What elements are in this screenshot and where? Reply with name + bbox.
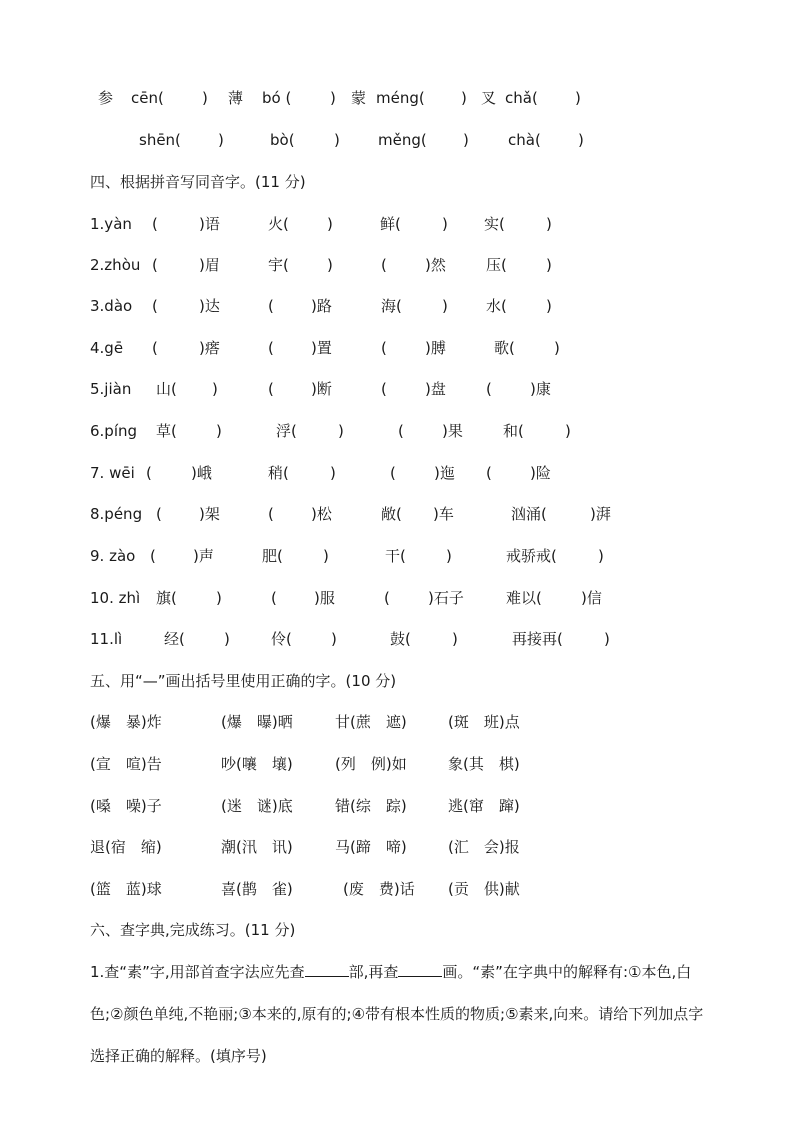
row-cell: )湃 xyxy=(590,505,611,523)
row-cell: )险 xyxy=(530,464,551,482)
choice-item: 马(蹄 啼) xyxy=(335,838,407,856)
row-cell: 干( xyxy=(385,547,406,565)
row-cell: ( xyxy=(152,339,158,357)
paren-cell: ) xyxy=(334,131,340,149)
row-cell: ) xyxy=(565,422,571,440)
row-pinyin: 8.péng xyxy=(90,505,143,523)
row-cell: ( xyxy=(381,256,387,274)
row-cell: )果 xyxy=(442,422,463,440)
row-cell: 敞( xyxy=(381,505,402,523)
row-cell: ) xyxy=(224,630,230,648)
row-cell: ( xyxy=(381,339,387,357)
row-pinyin: 10. zhì xyxy=(90,589,141,607)
answer-blank[interactable] xyxy=(305,962,349,977)
choice-item: (篮 蓝)球 xyxy=(90,880,162,898)
row-cell: )瘩 xyxy=(199,339,220,357)
row-cell: 歌( xyxy=(494,339,515,357)
row-cell: )松 xyxy=(311,505,332,523)
row-cell: 压( xyxy=(486,256,507,274)
row-cell: 浮( xyxy=(276,422,297,440)
pinyin-cell: shēn( xyxy=(139,131,181,149)
row-cell: ) xyxy=(216,422,222,440)
choice-item: 逃(窜 蹿) xyxy=(448,797,520,815)
choice-item: (宣 喧)告 xyxy=(90,755,162,773)
row-cell: ) xyxy=(216,589,222,607)
row-cell: 草( xyxy=(156,422,177,440)
row-cell: ) xyxy=(338,422,344,440)
row-cell: )路 xyxy=(311,297,332,315)
row-cell: ( xyxy=(268,505,274,523)
row-cell: ) xyxy=(598,547,604,565)
row-cell: )达 xyxy=(199,297,220,315)
row-cell: ( xyxy=(152,256,158,274)
pinyin-cell: chà( xyxy=(508,131,541,149)
pinyin-row-1 xyxy=(0,86,794,110)
row-cell: )信 xyxy=(581,589,602,607)
row-cell: ) xyxy=(554,339,560,357)
paren-cell: ) xyxy=(461,89,467,107)
row-pinyin: 7. wēi xyxy=(90,464,135,482)
row-cell: )峨 xyxy=(191,464,212,482)
choice-row xyxy=(0,835,794,859)
row-cell: )迤 xyxy=(434,464,455,482)
row-cell: 汹涌( xyxy=(511,505,547,523)
row-cell: )车 xyxy=(433,505,454,523)
row-pinyin: 2.zhòu xyxy=(90,256,141,274)
section-6-title: 六、查字典,完成练习。(11 分) xyxy=(90,921,296,939)
row-cell: 戒骄戒( xyxy=(506,547,557,565)
choice-item: 甘(蔗 遮) xyxy=(335,713,407,731)
paren-cell: ) xyxy=(330,89,336,107)
row-cell: ) xyxy=(546,256,552,274)
choice-item: (斑 班)点 xyxy=(448,713,520,731)
row-cell: ( xyxy=(271,589,277,607)
char-cell: 参 xyxy=(98,89,114,107)
homophone-row xyxy=(0,586,794,610)
row-cell: 伶( xyxy=(271,630,292,648)
row-cell: )膊 xyxy=(425,339,446,357)
row-cell: )架 xyxy=(199,505,220,523)
choice-item: 象(其 棋) xyxy=(448,755,520,773)
row-pinyin: 11.lì xyxy=(90,630,123,648)
row-cell: ( xyxy=(268,380,274,398)
row-cell: ) xyxy=(212,380,218,398)
row-cell: ( xyxy=(268,297,274,315)
paren-cell: ) xyxy=(463,131,469,149)
row-cell: ( xyxy=(486,380,492,398)
choice-item: 错(综 踪) xyxy=(335,797,407,815)
homophone-row xyxy=(0,502,794,526)
homophone-row xyxy=(0,253,794,277)
pinyin-cell: chǎ( xyxy=(505,89,538,107)
choice-item: (爆 暴)炸 xyxy=(90,713,162,731)
choice-item: (废 费)话 xyxy=(343,880,415,898)
section-4-title: 四、根据拼音写同音字。(11 分) xyxy=(90,173,306,191)
row-cell: )康 xyxy=(530,380,551,398)
paren-cell: ) xyxy=(218,131,224,149)
homophone-row xyxy=(0,419,794,443)
row-pinyin: 9. zào xyxy=(90,547,136,565)
row-cell: )石子 xyxy=(428,589,464,607)
row-cell: )盘 xyxy=(425,380,446,398)
dictionary-question xyxy=(90,951,710,1077)
pinyin-cell: méng( xyxy=(376,89,425,107)
choice-item: (汇 会)报 xyxy=(448,838,520,856)
paren-cell: ) xyxy=(578,131,584,149)
row-cell: ) xyxy=(546,215,552,233)
row-cell: ) xyxy=(452,630,458,648)
choice-item: (爆 曝)晒 xyxy=(221,713,293,731)
row-cell: ( xyxy=(156,505,162,523)
row-cell: 山( xyxy=(156,380,177,398)
choice-row xyxy=(0,877,794,901)
row-cell: ( xyxy=(152,215,158,233)
choice-row xyxy=(0,752,794,776)
homophone-row xyxy=(0,377,794,401)
row-cell: 火( xyxy=(268,215,289,233)
choice-item: (列 例)如 xyxy=(335,755,407,773)
row-pinyin: 3.dào xyxy=(90,297,133,315)
row-cell: ) xyxy=(330,464,336,482)
char-cell: 蒙 xyxy=(351,89,367,107)
choice-item: (迷 谜)底 xyxy=(221,797,293,815)
row-cell: 水( xyxy=(486,297,507,315)
choice-row xyxy=(0,794,794,818)
question-text: 部,再查 xyxy=(348,963,399,981)
row-cell: 经( xyxy=(164,630,185,648)
choice-item: 喜(鹊 雀) xyxy=(221,880,293,898)
row-pinyin: 1.yàn xyxy=(90,215,132,233)
row-cell: ) xyxy=(327,215,333,233)
row-cell: 再接再( xyxy=(512,630,563,648)
row-cell: ( xyxy=(384,589,390,607)
row-cell: 旗( xyxy=(156,589,177,607)
row-cell: )置 xyxy=(311,339,332,357)
pinyin-row-2 xyxy=(0,128,794,152)
row-pinyin: 4.gē xyxy=(90,339,124,357)
row-cell: ) xyxy=(546,297,552,315)
row-cell: ( xyxy=(268,339,274,357)
question-text: 画。“素”在字典中的解释有:①本色,白色;②颜色单纯,不艳丽;③本来的,原有的;④带有根本性质的物质;⑤素来,向来。请给下列加点字选择正确的解释。(填序号) xyxy=(90,963,704,1065)
row-cell: ) xyxy=(323,547,329,565)
row-cell: )服 xyxy=(314,589,335,607)
paren-cell: ) xyxy=(202,89,208,107)
row-cell: )断 xyxy=(311,380,332,398)
row-cell: ) xyxy=(327,256,333,274)
homophone-row xyxy=(0,461,794,485)
row-cell: 实( xyxy=(484,215,505,233)
row-cell: )然 xyxy=(425,256,446,274)
row-cell: 海( xyxy=(381,297,402,315)
row-cell: ) xyxy=(331,630,337,648)
pinyin-cell: cēn( xyxy=(131,89,164,107)
row-pinyin: 5.jiàn xyxy=(90,380,132,398)
row-cell: ( xyxy=(398,422,404,440)
choice-item: 退(宿 缩) xyxy=(90,838,162,856)
question-text: 1.查“素”字,用部首查字法应先查 xyxy=(90,963,305,981)
pinyin-cell: bò( xyxy=(270,131,295,149)
row-cell: ( xyxy=(486,464,492,482)
answer-blank[interactable] xyxy=(398,962,442,977)
paren-cell: ) xyxy=(575,89,581,107)
row-pinyin: 6.píng xyxy=(90,422,138,440)
pinyin-cell: bó ( xyxy=(262,89,292,107)
char-cell: 叉 xyxy=(481,89,497,107)
row-cell: ( xyxy=(150,547,156,565)
row-cell: ( xyxy=(146,464,152,482)
char-cell: 薄 xyxy=(228,89,244,107)
row-cell: ( xyxy=(390,464,396,482)
row-cell: 宇( xyxy=(268,256,289,274)
choice-item: 吵(嚷 壤) xyxy=(221,755,293,773)
row-cell: 和( xyxy=(503,422,524,440)
choice-item: 潮(汛 讯) xyxy=(221,838,293,856)
row-cell: ) xyxy=(442,297,448,315)
row-cell: 稍( xyxy=(268,464,289,482)
homophone-row xyxy=(0,336,794,360)
row-cell: 肥( xyxy=(262,547,283,565)
row-cell: 难以( xyxy=(506,589,542,607)
homophone-row xyxy=(0,627,794,651)
row-cell: )语 xyxy=(199,215,220,233)
homophone-row xyxy=(0,212,794,236)
row-cell: 鲜( xyxy=(380,215,401,233)
homophone-row xyxy=(0,294,794,318)
choice-item: (嗓 噪)子 xyxy=(90,797,162,815)
row-cell: 鼓( xyxy=(390,630,411,648)
choice-row xyxy=(0,710,794,734)
section-5-title: 五、用“—”画出括号里使用正确的字。(10 分) xyxy=(90,672,397,690)
row-cell: )眉 xyxy=(199,256,220,274)
row-cell: ( xyxy=(381,380,387,398)
pinyin-cell: měng( xyxy=(378,131,427,149)
row-cell: ) xyxy=(604,630,610,648)
choice-item: (贡 供)献 xyxy=(448,880,520,898)
homophone-row xyxy=(0,544,794,568)
row-cell: ( xyxy=(152,297,158,315)
row-cell: ) xyxy=(446,547,452,565)
row-cell: ) xyxy=(442,215,448,233)
row-cell: )声 xyxy=(193,547,214,565)
